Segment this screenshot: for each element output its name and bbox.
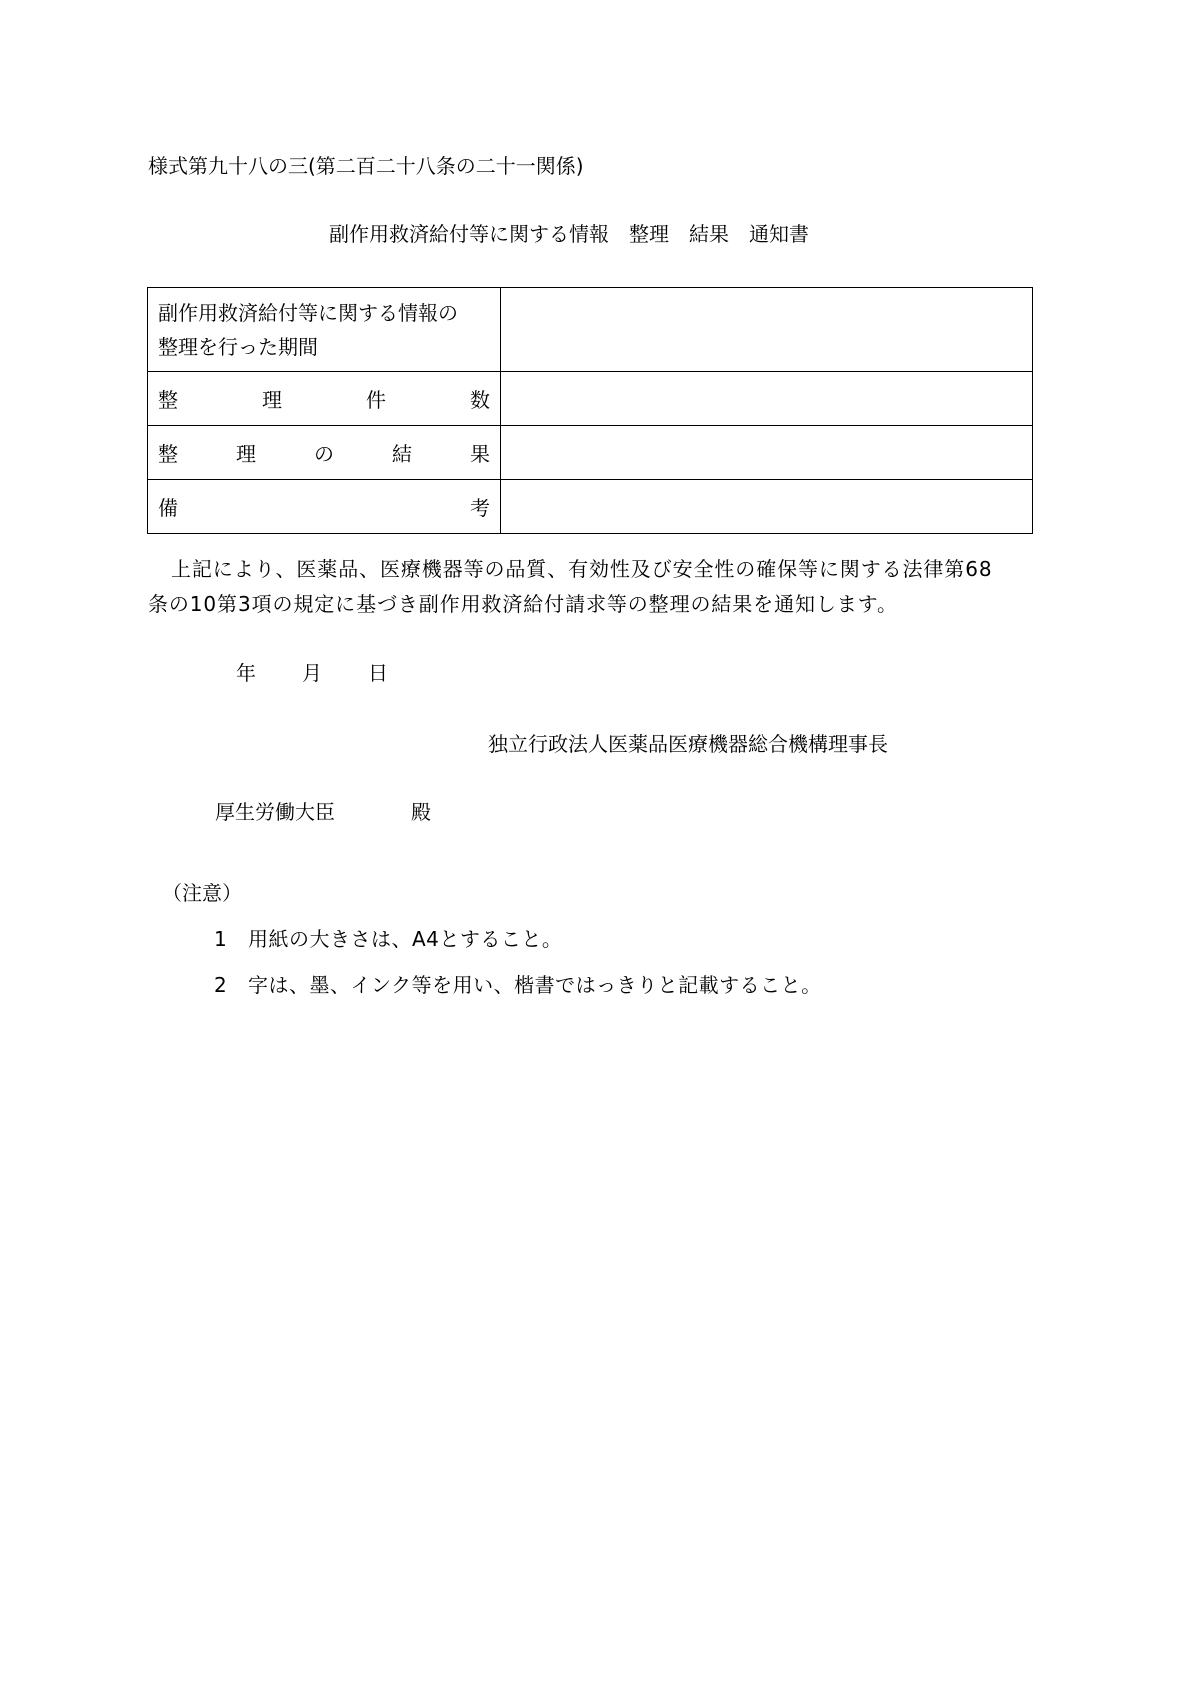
value-count[interactable]	[501, 372, 1033, 426]
label-char: 数	[470, 388, 490, 412]
table-row-remarks	[148, 480, 1033, 534]
table-row-result	[148, 426, 1033, 480]
label-char: 理	[236, 442, 256, 466]
table-row-count	[148, 372, 1033, 426]
body-line-1: 上記により、医薬品、医療機器等の品質、有効性及び安全性の確保等に関する法律第68	[171, 557, 993, 581]
label-char: 整	[158, 388, 178, 412]
label-result	[148, 426, 501, 480]
label-char: 整	[158, 442, 178, 466]
label-line: 副作用救済給付等に関する情報の	[158, 300, 458, 325]
label-char: 件	[366, 388, 386, 412]
document-title: 副作用救済給付等に関する情報 整理 結果 通知書	[329, 222, 809, 246]
value-period[interactable]	[501, 288, 1033, 372]
label-char: 結	[392, 442, 412, 466]
label-remarks	[148, 480, 501, 534]
table-row-period	[148, 288, 1033, 372]
note-text: 字は、墨、インク等を用い、楷書ではっきりと記載すること。	[248, 973, 822, 997]
note-text: 用紙の大きさは、A4とすること。	[248, 927, 563, 951]
note-number: 2	[214, 973, 227, 997]
label-char: 考	[470, 496, 490, 520]
body-line-2: 条の10第3項の規定に基づき副作用救済給付請求等の整理の結果を通知します。	[148, 592, 898, 616]
label-count	[148, 372, 501, 426]
label-period	[148, 288, 501, 372]
label-char: 備	[158, 496, 178, 520]
notes-heading: （注意）	[162, 881, 242, 905]
label-char: 果	[470, 442, 490, 466]
date-year: 年	[236, 661, 256, 685]
info-table	[147, 287, 1033, 534]
value-result[interactable]	[501, 426, 1033, 480]
note-number: 1	[214, 927, 227, 951]
date-month: 月	[302, 661, 322, 685]
sender: 独立行政法人医薬品医療機器総合機構理事長	[488, 732, 888, 756]
recipient-honorific: 殿	[411, 800, 431, 824]
label-line: 整理を行った期間	[158, 334, 318, 359]
date-day: 日	[368, 661, 388, 685]
form-number: 様式第九十八の三(第二百二十八条の二十一関係)	[148, 154, 584, 178]
recipient-name: 厚生労働大臣	[215, 800, 335, 824]
label-char: の	[314, 442, 334, 466]
value-remarks[interactable]	[501, 480, 1033, 534]
label-char: 理	[262, 388, 282, 412]
